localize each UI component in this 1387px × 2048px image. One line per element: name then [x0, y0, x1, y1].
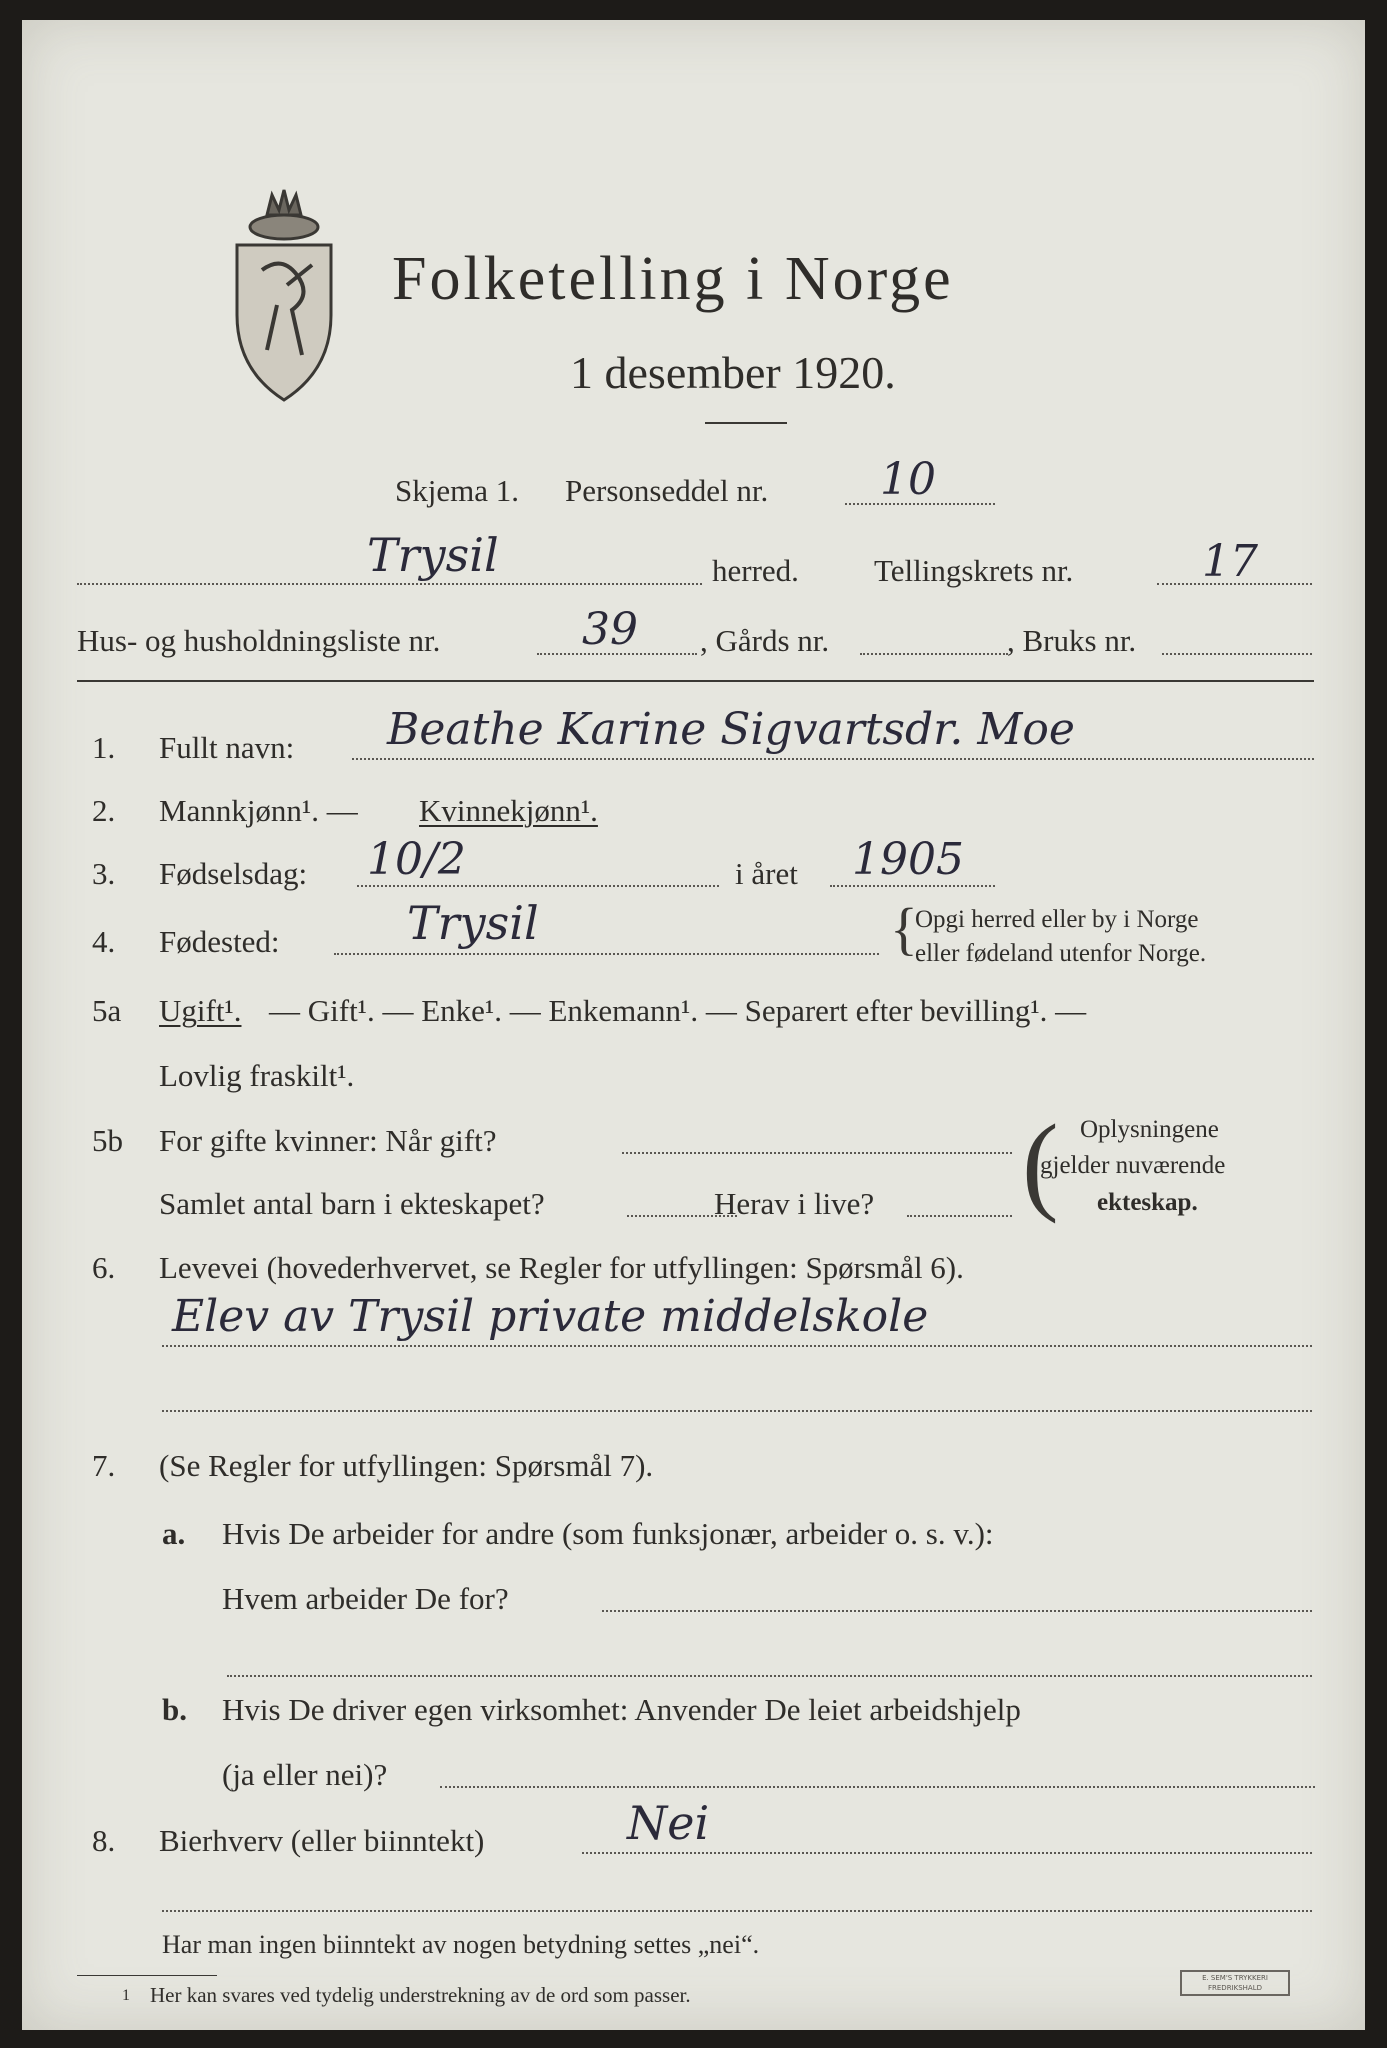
q8-label: Bierhverv (eller biinntekt) — [159, 1823, 485, 1858]
hus-label: Hus- og husholdningsliste nr. — [77, 623, 441, 658]
skjema-label: Skjema 1. — [395, 473, 519, 508]
children-count-label: Samlet antal barn i ekteskapet? — [159, 1186, 545, 1221]
tellingskrets-dotted-line — [1157, 583, 1312, 585]
norwegian-coat-of-arms-icon — [227, 185, 342, 410]
q7b-number: b. — [162, 1692, 187, 1727]
bruks-label: , Bruks nr. — [1007, 623, 1137, 658]
q5b-number: 5b — [92, 1123, 123, 1158]
census-form-page — [22, 20, 1365, 2030]
q5a-number: 5a — [92, 993, 122, 1028]
footnote-text: Her kan svares ved tydelig understrekning av de ord som passer. — [150, 1983, 691, 2007]
q7a-line2: Hvem arbeider De for? — [222, 1581, 509, 1616]
form-date: 1 desember 1920. — [570, 347, 896, 398]
gards-label: , Gårds nr. — [700, 623, 830, 658]
q1-number: 1. — [92, 730, 116, 765]
alive-dotted-line — [907, 1215, 1012, 1217]
q4-dotted-line — [334, 953, 879, 955]
footnote-mark: 1 — [122, 1987, 130, 2004]
full-name-value[interactable]: Beathe Karine Sigvartsdr. Moe — [387, 704, 1075, 755]
tellingskrets-label: Tellingskrets nr. — [874, 553, 1074, 588]
q3-dotted-line — [357, 885, 719, 887]
herred-label: herred. — [712, 553, 799, 588]
q3-label: Fødselsdag: — [159, 856, 308, 891]
footnote-rule — [77, 1975, 217, 1976]
printer-stamp-line1: E. SEM'S TRYKKERI — [1202, 1974, 1268, 1982]
q7b-dotted-line — [440, 1786, 1315, 1788]
hus-number[interactable]: 39 — [582, 604, 638, 655]
q1-label: Fullt navn: — [159, 730, 295, 765]
married-when-dotted-line — [622, 1152, 1012, 1154]
printer-stamp-line2: FREDRIKSHALD — [1207, 1984, 1262, 1992]
q5b-note-brace-left: ( — [1022, 1102, 1059, 1224]
q7a-line1: Hvis De arbeider for andre (som funksjonær, arbeider o. s. v.): — [222, 1516, 994, 1551]
q7b-line2: (ja eller nei)? — [222, 1757, 388, 1792]
q8-dotted-line-2 — [162, 1910, 1312, 1912]
q8-number: 8. — [92, 1823, 116, 1858]
header-separator — [77, 680, 1314, 682]
q4-label: Fødested: — [159, 924, 280, 959]
gards-dotted-line — [860, 653, 1008, 655]
q6-number: 6. — [92, 1250, 116, 1285]
q8-dotted-line-1 — [582, 1852, 1312, 1854]
personseddel-label: Personseddel nr. — [565, 473, 769, 508]
q4-number: 4. — [92, 924, 116, 959]
q6-dotted-line-2 — [162, 1410, 1312, 1412]
married-when-label: For gifte kvinner: Når gift? — [159, 1123, 497, 1158]
herred-value[interactable]: Trysil — [367, 528, 499, 582]
female-option-underlined[interactable]: Kvinnekjønn¹. — [419, 793, 598, 828]
q1-dotted-line — [352, 758, 1314, 760]
alive-label: Herav i live? — [714, 1186, 875, 1221]
q6-label: Levevei (hovederhvervet, se Regler for utfyllingen: Spørsmål 6). — [159, 1250, 964, 1285]
birthplace-value[interactable]: Trysil — [407, 896, 539, 950]
male-option[interactable]: Mannkjønn¹. — — [159, 793, 358, 828]
bruks-dotted-line — [1162, 653, 1312, 655]
birthday-value[interactable]: 10/2 — [367, 834, 466, 885]
birth-year-value[interactable]: 1905 — [852, 834, 964, 885]
q6-dotted-line-1 — [162, 1345, 1312, 1347]
tellingskrets-number[interactable]: 17 — [1202, 536, 1258, 587]
occupation-value[interactable]: Elev av Trysil private middelskole — [172, 1291, 929, 1342]
q7a-extra-dotted-line — [227, 1675, 1312, 1677]
personseddel-dotted-line — [845, 503, 995, 505]
q2-number: 2. — [92, 793, 116, 828]
q3-number: 3. — [92, 856, 116, 891]
hus-dotted-line — [537, 653, 697, 655]
herred-dotted-line — [77, 583, 702, 585]
employer-dotted-line — [602, 1610, 1312, 1612]
divorced-option[interactable]: Lovlig fraskilt¹. — [159, 1058, 355, 1093]
q4-note-brace: { — [890, 896, 918, 961]
title-divider — [705, 422, 787, 424]
year-dotted-line — [830, 885, 995, 887]
q7-number: 7. — [92, 1448, 116, 1483]
q7a-number: a. — [162, 1516, 186, 1551]
personseddel-number[interactable]: 10 — [880, 454, 936, 505]
q4-note-line1: Opgi herred eller by i Norge — [915, 906, 1199, 933]
q8-note: Har man ingen biinntekt av nogen betydning settes „nei“. — [162, 1930, 760, 1959]
side-income-value[interactable]: Nei — [627, 1796, 710, 1850]
unmarried-option-underlined[interactable]: Ugift¹. — [159, 993, 242, 1028]
q7b-line1: Hvis De driver egen virksomhet: Anvender De leiet arbeidshjelp — [222, 1692, 1021, 1727]
form-title: Folketelling i Norge — [392, 245, 954, 313]
q5b-note-line2: gjelder nuværende — [1040, 1152, 1226, 1179]
q4-note-line2: eller fødeland utenfor Norge. — [915, 940, 1207, 967]
printer-stamp — [1180, 1970, 1290, 1996]
q5b-note-line3: ekteskap. — [1097, 1189, 1198, 1216]
marital-status-options[interactable]: — Gift¹. — Enke¹. — Enkemann¹. — Separert efter bevilling¹. — — [269, 993, 1087, 1028]
q7-label: (Se Regler for utfyllingen: Spørsmål 7). — [159, 1448, 654, 1483]
year-label: i året — [735, 856, 798, 891]
q5b-note-line1: Oplysningene — [1080, 1116, 1219, 1143]
